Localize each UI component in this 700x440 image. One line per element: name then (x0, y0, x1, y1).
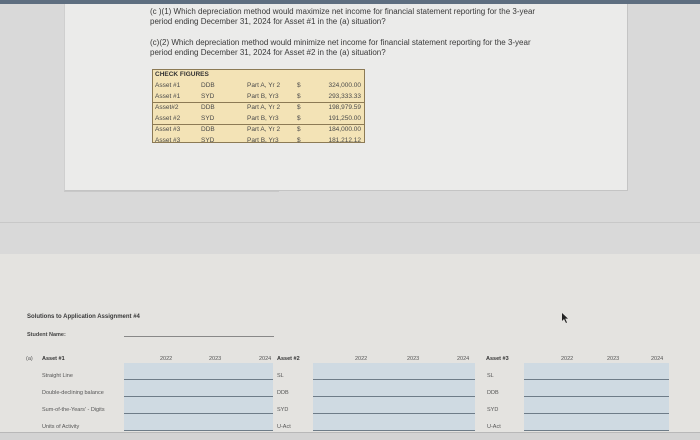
check-asset: Asset#2 (155, 104, 179, 111)
asset2-year-2024: 2024 (457, 356, 470, 362)
check-amount: 191,250.00 (328, 115, 361, 122)
check-dollar: $ (297, 82, 301, 89)
check-part: Part B, Yr3 (247, 115, 279, 122)
mouse-cursor-icon (562, 313, 570, 323)
check-amount: 324,000.00 (328, 82, 361, 89)
asset2-method-sl: SL (277, 373, 284, 379)
solutions-title: Solutions to Application Assignment #4 (27, 314, 140, 320)
check-amount: 181,212.12 (328, 137, 361, 144)
check-asset: Asset #1 (155, 82, 181, 89)
asset1-method-sl: Straight Line (42, 373, 73, 379)
asset2-row-line (313, 396, 475, 397)
check-dollar: $ (297, 104, 301, 111)
asset1-row-line (124, 396, 273, 397)
asset3-input-grid[interactable] (524, 363, 669, 431)
check-amount: 184,000.00 (328, 126, 361, 133)
check-method: SYD (201, 115, 215, 122)
check-method: DDB (201, 126, 215, 133)
asset3-year-2024: 2024 (651, 356, 664, 362)
check-row (153, 135, 364, 146)
asset3-method-sl: SL (487, 373, 494, 379)
check-asset: Asset #2 (155, 115, 181, 122)
check-asset: Asset #1 (155, 93, 181, 100)
asset1-input-grid[interactable] (124, 363, 273, 431)
asset3-title: Asset #3 (486, 356, 509, 362)
asset3-method-uact: U-Act (487, 424, 501, 430)
student-name-label: Student Name: (27, 332, 66, 338)
asset1-method-syd: Sum-of-the-Years' - Digits (42, 407, 105, 413)
asset2-input-grid[interactable] (313, 363, 475, 431)
asset1-year-2023: 2023 (209, 356, 222, 362)
check-row (153, 113, 364, 124)
asset2-year-2022: 2022 (355, 356, 368, 362)
asset2-method-syd: SYD (277, 407, 289, 413)
asset1-row-line (124, 430, 273, 431)
asset3-year-2022: 2022 (561, 356, 574, 362)
check-method: DDB (201, 82, 215, 89)
check-row (153, 91, 364, 102)
check-part: Part B, Yr3 (247, 137, 279, 144)
asset1-method-ddb: Double-declining balance (42, 390, 104, 396)
asset2-row-line (313, 430, 475, 431)
asset3-year-2023: 2023 (607, 356, 620, 362)
check-part: Part A, Yr 2 (247, 82, 281, 89)
part-a-label: (a) (26, 356, 33, 362)
asset2-title: Asset #2 (277, 356, 300, 362)
asset2-year-2023: 2023 (407, 356, 420, 362)
check-amount: 198,979.59 (328, 104, 361, 111)
asset3-method-ddb: DDB (487, 390, 499, 396)
asset1-row-line (124, 413, 273, 414)
asset1-title: Asset #1 (42, 356, 65, 362)
check-method: DDB (201, 104, 215, 111)
check-row (153, 80, 364, 91)
check-asset: Asset #3 (155, 126, 181, 133)
asset3-row-line (524, 430, 669, 431)
check-figures-table (152, 69, 365, 143)
question-c1: (c )(1) Which depreciation method would maximize net income for financial statement reporting for the 3-year period ending December 31, 2024 for Asset #1 in the (a) situation? (150, 7, 536, 26)
check-part: Part A, Yr 2 (247, 126, 281, 133)
check-asset: Asset #3 (155, 137, 181, 144)
check-part: Part B, Yr3 (247, 93, 279, 100)
asset2-method-uact: U-Act (277, 424, 291, 430)
asset3-method-syd: SYD (487, 407, 499, 413)
check-method: SYD (201, 137, 215, 144)
asset1-year-2022: 2022 (160, 356, 173, 362)
section-divider (0, 222, 700, 223)
asset1-row-line (124, 379, 273, 380)
check-method: SYD (201, 93, 215, 100)
check-row (153, 102, 364, 113)
asset2-method-ddb: DDB (277, 390, 289, 396)
asset1-method-uact: Units of Activity (42, 424, 80, 430)
student-name-input[interactable] (124, 336, 274, 337)
check-dollar: $ (297, 93, 301, 100)
check-amount: 293,333.33 (328, 93, 361, 100)
check-figures-title: CHECK FIGURES (155, 71, 209, 78)
asset3-row-line (524, 396, 669, 397)
asset3-row-line (524, 379, 669, 380)
check-dollar: $ (297, 137, 301, 144)
asset3-row-line (524, 413, 669, 414)
check-dollar: $ (297, 115, 301, 122)
check-row (153, 124, 364, 135)
asset2-row-line (313, 379, 475, 380)
asset2-row-line (313, 413, 475, 414)
question-c2: (c)(2) Which depreciation method would minimize net income for financial statement reporting for the 3-year period ending December 31, 2024 for Asset #2 in the (a) situation? (150, 38, 531, 57)
check-dollar: $ (297, 126, 301, 133)
check-part: Part A, Yr 2 (247, 104, 281, 111)
asset1-year-2024: 2024 (259, 356, 272, 362)
